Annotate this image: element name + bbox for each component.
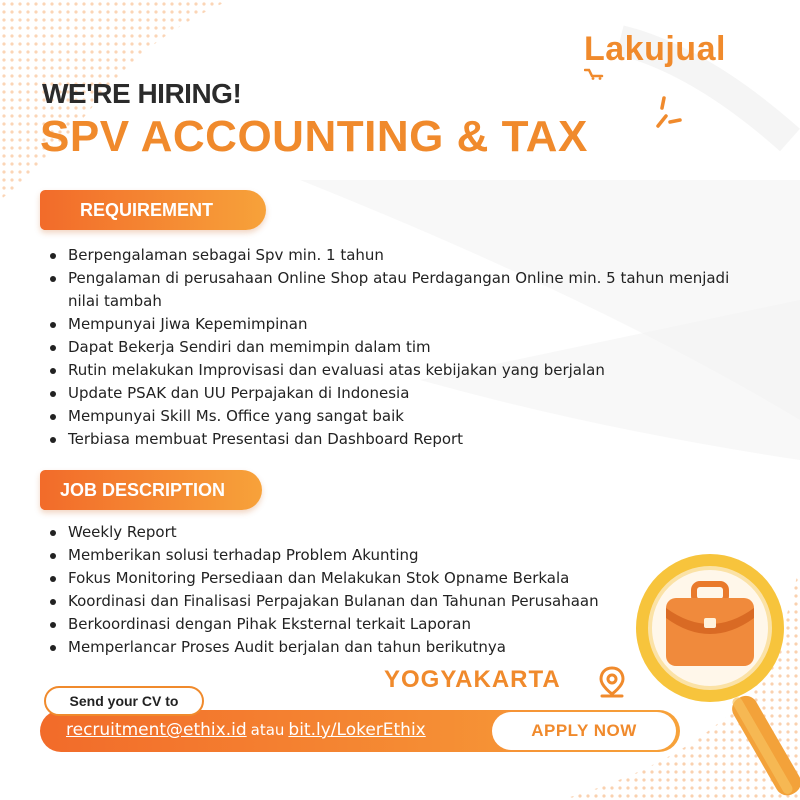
position-title: SPV ACCOUNTING & TAX	[40, 112, 588, 161]
hiring-heading: WE'RE HIRING!	[42, 78, 242, 109]
list-item: Terbiasa membuat Presentasi dan Dashboard Report	[46, 428, 746, 451]
list-item: Rutin melakukan Improvisasi dan evaluasi atas kebijakan yang berjalan	[46, 359, 746, 382]
location-pin-icon	[598, 666, 626, 698]
sparkle-icon	[652, 96, 682, 132]
list-item: Berpengalaman sebagai Spv min. 1 tahun	[46, 244, 746, 267]
list-item: Update PSAK dan UU Perpajakan di Indonesia	[46, 382, 746, 405]
list-item: Berkoordinasi dengan Pihak Eksternal terkait Laporan	[46, 613, 746, 636]
brand-logo	[584, 30, 726, 69]
list-item: Koordinasi dan Finalisasi Perpajakan Bulanan dan Tahunan Perusahaan	[46, 590, 746, 613]
cart-icon	[584, 68, 606, 80]
list-item: Memperlancar Proses Audit berjalan dan tahun berikutnya	[46, 636, 746, 659]
list-item: Pengalaman di perusahaan Online Shop atau Perdagangan Online min. 5 tahun menjadi nilai tambah	[46, 267, 746, 313]
job-description-heading	[40, 470, 262, 510]
list-item: Mempunyai Skill Ms. Office yang sangat baik	[46, 405, 746, 428]
list-item: Dapat Bekerja Sendiri dan memimpin dalam tim	[46, 336, 746, 359]
brand-name: Lakujual	[584, 30, 726, 68]
requirement-heading	[40, 190, 266, 230]
job-description-heading-label: JOB DESCRIPTION	[60, 479, 226, 500]
email-link[interactable]: recruitment@ethix.id	[66, 720, 247, 740]
list-item: Mempunyai Jiwa Kepemimpinan	[46, 313, 746, 336]
location-city: YOGYAKARTA	[384, 666, 561, 693]
list-item: Memberikan solusi terhadap Problem Akunting	[46, 544, 746, 567]
requirement-list	[46, 244, 746, 451]
magnifier-briefcase-icon	[630, 548, 800, 800]
apply-now-button[interactable]: APPLY NOW	[492, 712, 676, 750]
list-item: Weekly Report	[46, 521, 746, 544]
requirement-heading-label: REQUIREMENT	[80, 199, 214, 220]
apply-link[interactable]: bit.ly/LokerEthix	[288, 720, 426, 740]
list-item: Fokus Monitoring Persediaan dan Melakukan Stok Opname Berkala	[46, 567, 746, 590]
connector-text: atau	[250, 721, 285, 739]
send-cv-badge: Send your CV to	[44, 686, 204, 716]
contact-info	[66, 720, 426, 740]
